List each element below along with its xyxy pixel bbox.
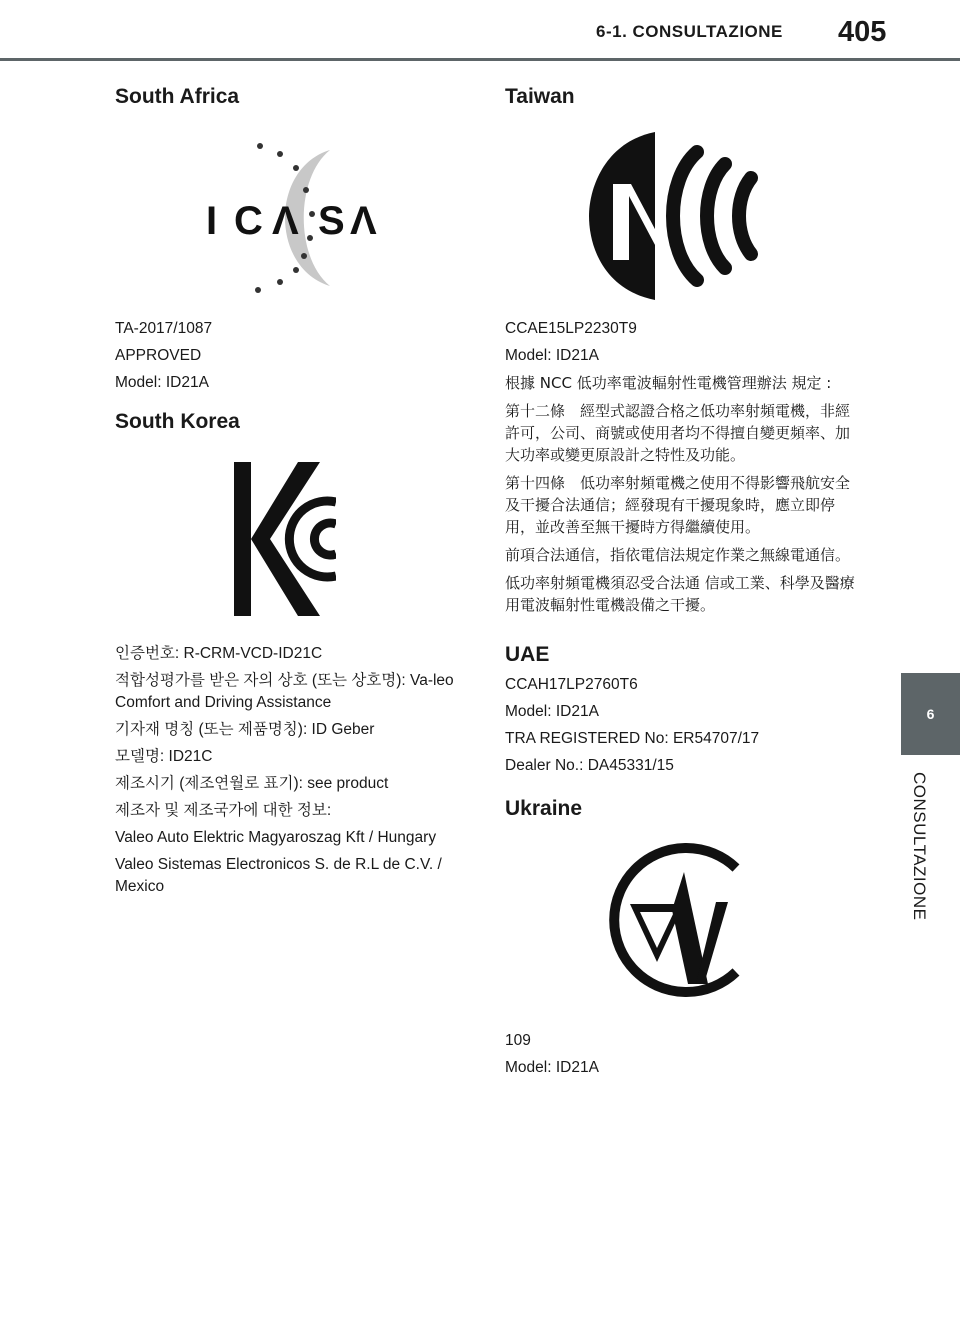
taiwan-heading: Taiwan xyxy=(505,85,575,108)
regulation-article-14: 第十四條 低功率射頻電機之使用不得影響飛航安全及干擾合法通信；經發現有干擾現象時，應立即停用，並改善至無干擾時方得繼續使用。 xyxy=(505,474,851,536)
taiwan-regulations xyxy=(505,372,855,622)
ncc-id: CCAE15LP2230T9 xyxy=(505,320,637,337)
equipment-name: 기자재 명칭 (또는 제품명칭): ID Geber xyxy=(115,721,375,738)
chapter-number: 6 xyxy=(926,706,935,722)
tra-registration: TRA REGISTERED No: ER54707/17 xyxy=(505,730,760,747)
uae-id: CCAH17LP2760T6 xyxy=(505,676,638,693)
uae-info xyxy=(505,671,759,779)
south-africa-heading: South Africa xyxy=(115,85,240,108)
model-text: Model: ID21A xyxy=(505,1059,599,1076)
ukraine-info xyxy=(505,1027,599,1081)
icasa-letter: Λ xyxy=(350,199,377,243)
applicant-name: 적합성평가를 받은 자의 상호 (또는 상호명): Va-leo Comfort and Driving Assistance xyxy=(115,672,454,711)
uae-heading: UAE xyxy=(505,643,550,666)
header-divider xyxy=(0,58,960,61)
ncc-logo xyxy=(585,128,765,304)
south-africa-info xyxy=(115,315,212,396)
ukrsepro-logo xyxy=(596,840,746,1000)
icasa-logo xyxy=(200,138,390,298)
approval-status: APPROVED xyxy=(115,347,202,364)
icasa-letter: I xyxy=(206,199,218,243)
manufacturer-label: 제조자 및 제조국가에 대한 정보: xyxy=(115,802,332,819)
approval-number: TA-2017/1087 xyxy=(115,320,213,337)
south-korea-heading: South Korea xyxy=(115,410,240,433)
section-title: 6-1. CONSULTAZIONE xyxy=(596,22,783,41)
manufacturer-mexico: Valeo Sistemas Electronicos S. de R.L de C.V. / Mexico xyxy=(115,856,442,895)
regulation-article-12: 第十二條 經型式認證合格之低功率射頻電機，非經許可，公司、商號或使用者均不得擅自變更頻率、加大功率或變更原設計之特性及功能。 xyxy=(505,402,851,464)
ukraine-heading: Ukraine xyxy=(505,797,583,820)
dealer-number: Dealer No.: DA45331/15 xyxy=(505,757,674,774)
icasa-letter: Λ xyxy=(272,199,299,243)
icasa-letter: S xyxy=(318,199,345,243)
taiwan-info xyxy=(505,315,637,369)
chapter-tab[interactable] xyxy=(901,673,960,755)
model-text: Model: ID21A xyxy=(505,703,599,720)
kc-logo xyxy=(232,460,336,618)
icasa-letter: C xyxy=(234,199,263,243)
regulation-legal-comm: 前項合法通信，指依電信法規定作業之無線電通信。 xyxy=(505,546,851,564)
model-text: Model: ID21A xyxy=(505,347,599,364)
model-name: 모델명: ID21C xyxy=(115,748,213,765)
certification-number: 인증번호: R-CRM-VCD-ID21C xyxy=(115,645,323,662)
model-text: Model: ID21A xyxy=(115,374,209,391)
south-korea-info xyxy=(115,643,460,903)
page-number: 405 xyxy=(838,16,887,48)
regulation-interference: 低功率射頻電機須忍受合法通 信或工業、科學及醫療用電波輻射性電機設備之干擾。 xyxy=(505,574,855,614)
manufacturer-hungary: Valeo Auto Elektric Magyaroszag Kft / Hungary xyxy=(115,829,437,846)
regulation-intro: 根據 NCC 低功率電波輻射性電機管理辦法 規定 : xyxy=(505,374,832,392)
chapter-label: CONSULTAZIONE xyxy=(910,772,929,921)
ukraine-code: 109 xyxy=(505,1032,531,1049)
manufacture-date: 제조시기 (제조연월로 표기): see product xyxy=(115,775,389,792)
